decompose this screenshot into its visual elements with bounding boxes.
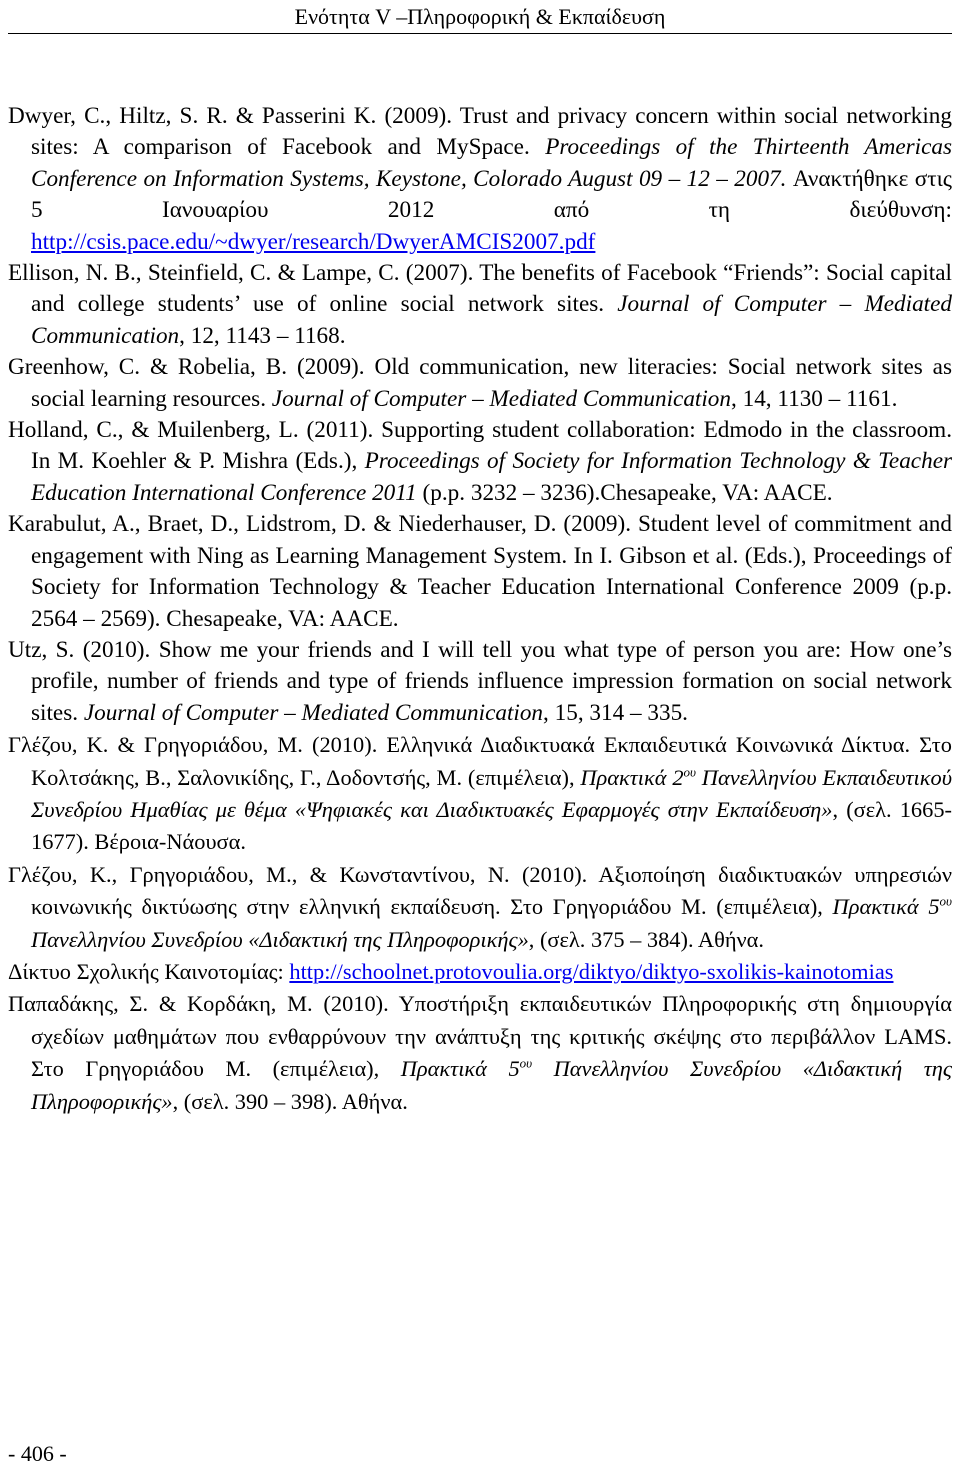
reference-link-dwyer[interactable]: http://csis.pace.edu/~dwyer/research/DwyerAMCIS2007.pdf (31, 228, 596, 255)
reference-papadakis: Παπαδάκης, Σ. & Κορδάκη, Μ. (2010). Υποστήριξη εκπαιδευτικών Πληροφορικής στη δημιουργία σχεδίων μαθημάτων που ενθαρρύνουν την ανάπτυξη της κριτικής σκέψης στο περιβάλλον LAMS. Στο Γρηγοριάδου Μ. (επιμέλεια), Πρακτικά $5^{o\upsilon}$ Πανελληνίου Συνεδρίου «Διδακτική της Πληροφορικής», (σελ. 390 – 398). Αθήνα. (8, 991, 952, 1114)
reference-glezou-2: Γλέζου, Κ., Γρηγοριάδου, Μ., & Κωνσταντίνου, Ν. (2010). Αξιοποίηση διαδικτυακών υπηρεσιών κοινωνικής δικτύωσης στην ελληνική εκπαίδευση. Στο Γρηγοριάδου Μ. (επιμέλεια), Πρακτικά $5^{o\upsilon}$ Πανελληνίου Συνεδρίου «Διδακτική της Πληροφορικής», (σελ. 375 – 384). Αθήνα. (8, 861, 952, 952)
reference-holland: Holland, C., & Muilenberg, L. (2011). Supporting student collaboration: Edmodo in the classroom. In M. Koehler & P. Mishra (Eds.), Proceedings of Society for Information Technology & Teacher Education International Conference 2011 (p.p. 3232 – 3236).Chesapeake, VA: AACE. (8, 417, 953, 506)
reference-utz: Utz, S. (2010). Show me your friends and I will tell you what type of person you are: How one’s profile, number of friends and type of friends influence impression formation on social network sites. Journal of Computer – Mediated Communication, 15, 314 – 335. (8, 636, 952, 726)
running-header: Ενότητα V –Πληροφορική & Εκπαίδευση (294, 4, 666, 29)
reference-link-schoolnet[interactable]: http://schoolnet.protovoulia.org/diktyo/diktyo-sxolikis-kainotomias (289, 958, 894, 984)
reference-greenhow: Greenhow, C. & Robelia, B. (2009). Old communication, new literacies: Social network sites as social learning resources. Journal of Computer – Mediated Communication, 14, 1130 – 1161. (8, 354, 952, 412)
header-divider (8, 33, 952, 34)
page-number: - 406 - (8, 1441, 67, 1466)
reference-school-network: Δίκτυο Σχολικής Καινοτομίας: http://schoolnet.protovoulia.org/diktyo/diktyo-sxolikis-kainotomias (8, 958, 894, 984)
reference-dwyer: Dwyer, C., Hiltz, S. R. & Passerini K. (2009). Trust and privacy concern within social networking sites: A comparison of Facebook and MySpace. Proceedings of the Thirteenth Americas Conference on Information Systems, Keystone, Colorado August 09 – 12 – 2007. Ανακτήθηκε στις 5 Ιανουαρίου 2012 από τη διεύθυνση: http://csis.pace.edu/~dwyer/research/DwyerAMCIS2007.pdf (8, 103, 952, 255)
reference-glezou-1: Γλέζου, Κ. & Γρηγοριάδου, Μ. (2010). Ελληνικά Διαδικτυακά Εκπαιδευτικά Κοινωνικά Δίκτυα. Στο Κολτσάκης, Β., Σαλονικίδης, Γ., Δοδοντσής, Μ. (επιμέλεια), Πρακτικά $2^{o\upsilon}$ Πανελληνίου Εκπαιδευτικού Συνεδρίου Ημαθίας με θέμα «Ψηφιακές και Διαδικτυακές Εφαρμογές στην Εκπαίδευση», (σελ. 1665-1677). Βέροια-Νάουσα. (8, 732, 952, 855)
reference-list (8, 101, 952, 1118)
reference-ellison: Ellison, N. B., Steinfield, C. & Lampe, C. (2007). The benefits of Facebook “Friends”: Social capital and college students’ use of online social network sites. Journal of Computer – Mediated Communication, 12, 1143 – 1168. (8, 260, 953, 349)
reference-karabulut: Karabulut, A., Braet, D., Lidstrom, D. & Niederhauser, D. (2009). Student level of commitment and engagement with Ning as Learning Management System. In I. Gibson et al. (Eds.), Proceedings of Society for Information Technology & Teacher Education International Conference 2009 (p.p. 2564 – 2569). Chesapeake, VA: AACE. (8, 511, 952, 632)
